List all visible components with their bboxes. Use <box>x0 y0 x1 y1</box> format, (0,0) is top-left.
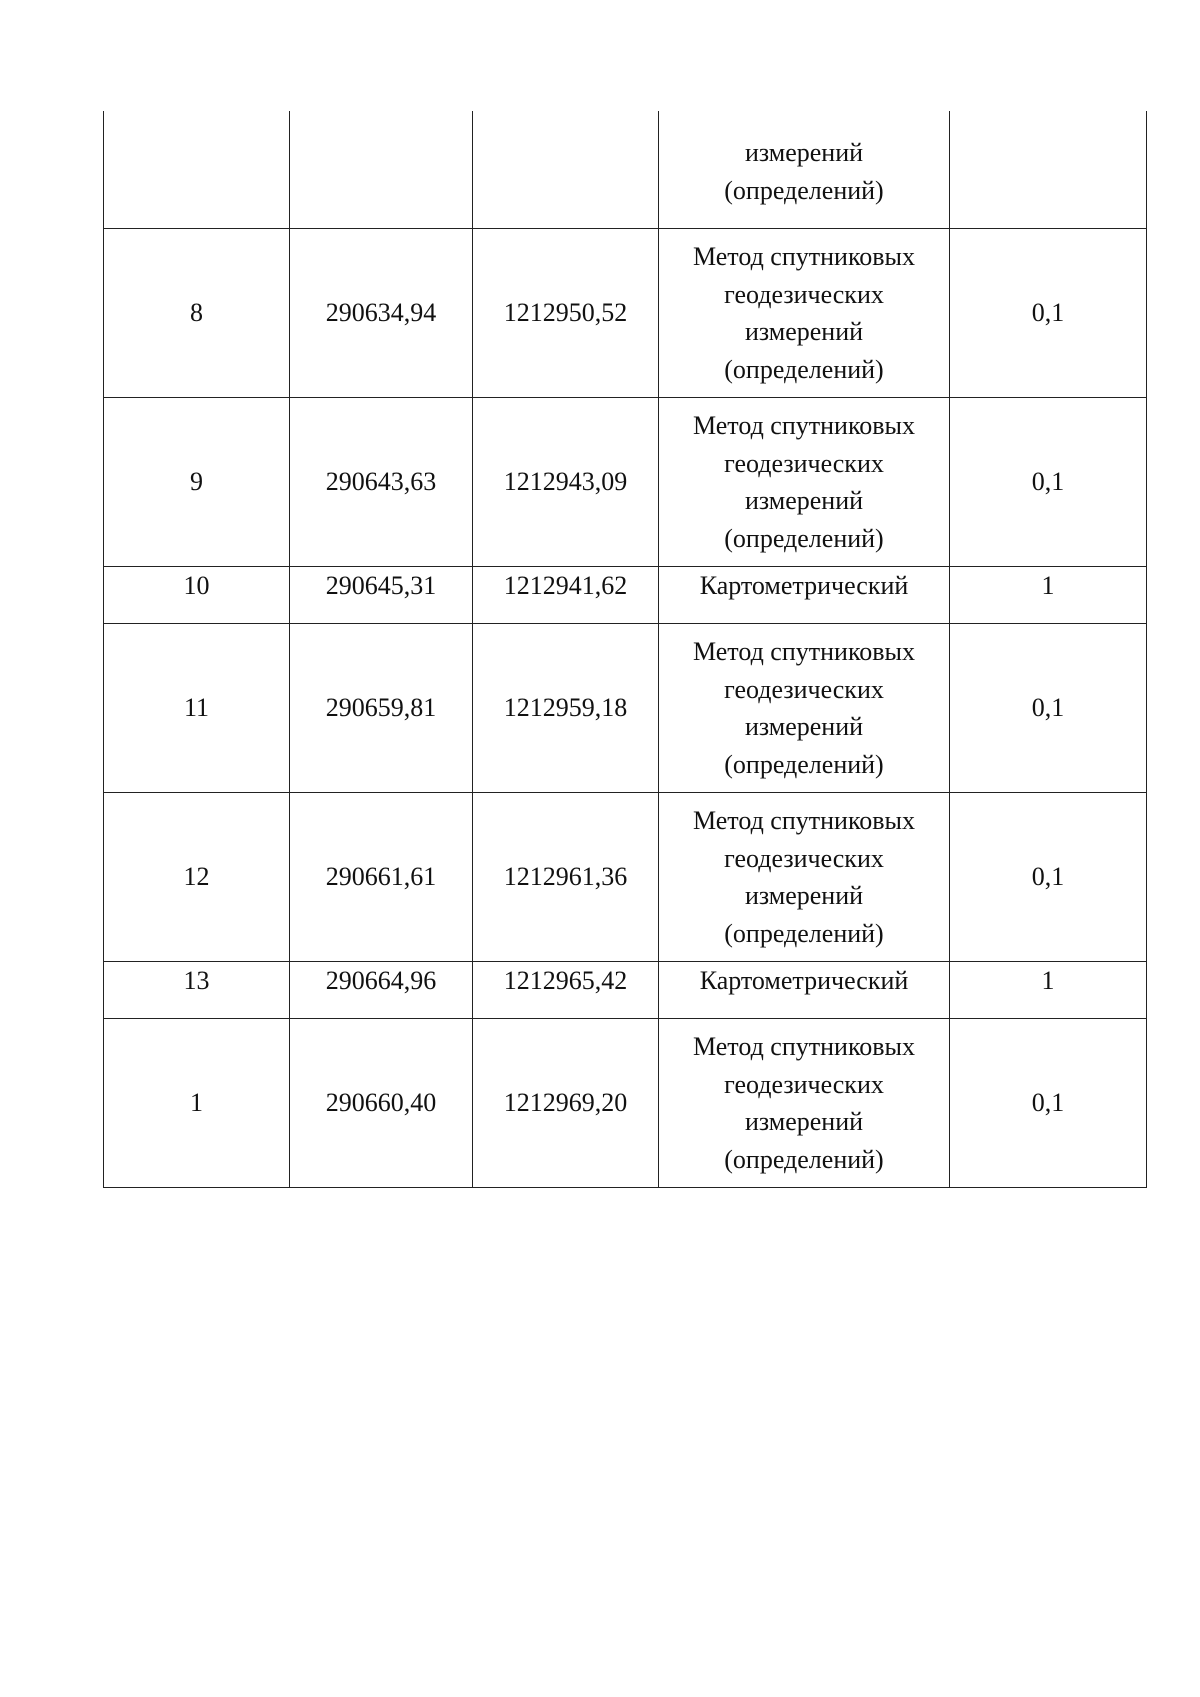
point-number-cell: 1 <box>104 1019 290 1188</box>
x-coordinate-cell: 290660,40 <box>290 1019 473 1188</box>
coordinates-table <box>103 111 1147 1188</box>
point-number-cell: 9 <box>104 398 290 567</box>
accuracy-cell <box>950 111 1147 229</box>
point-number-cell: 13 <box>104 962 290 1019</box>
table-row <box>104 793 1147 962</box>
method-line: геодезических <box>724 448 884 478</box>
accuracy-cell: 1 <box>950 962 1147 1019</box>
method-cell <box>659 793 950 962</box>
method-line: (определений) <box>724 749 884 779</box>
table-row <box>104 229 1147 398</box>
method-cell <box>659 229 950 398</box>
x-coordinate-cell: 290661,61 <box>290 793 473 962</box>
method-line: измерений <box>744 317 864 346</box>
method-line: геодезических <box>724 279 884 309</box>
method-line: Метод спутниковых <box>692 242 915 271</box>
method-cell <box>659 567 950 624</box>
table-row <box>104 1019 1147 1188</box>
point-number-cell: 8 <box>104 229 290 398</box>
accuracy-cell: 0,1 <box>950 793 1147 962</box>
method-line: измерений <box>744 486 864 515</box>
point-number-cell: 11 <box>104 624 290 793</box>
method-line: измерений <box>744 712 864 741</box>
accuracy-cell: 0,1 <box>950 398 1147 567</box>
table-row <box>104 962 1147 1019</box>
point-cell <box>104 111 290 229</box>
x-coordinate-cell: 290643,63 <box>290 398 473 567</box>
method-cell <box>659 1019 950 1188</box>
method-cell <box>659 398 950 567</box>
x-coordinate-cell: 290645,31 <box>290 567 473 624</box>
y-coordinate-cell: 1212961,36 <box>473 793 659 962</box>
method-line: (определений) <box>724 523 884 553</box>
table-row <box>104 398 1147 567</box>
accuracy-cell: 1 <box>950 567 1147 624</box>
method-line: (определений) <box>724 354 884 384</box>
method-cell <box>659 624 950 793</box>
y-coordinate-cell: 1212959,18 <box>473 624 659 793</box>
y-coordinate-cell: 1212965,42 <box>473 962 659 1019</box>
y-coordinate-cell: 1212950,52 <box>473 229 659 398</box>
table-row <box>104 567 1147 624</box>
x-coordinate-cell <box>290 111 473 229</box>
method-line: измерений <box>744 1107 864 1136</box>
accuracy-cell: 0,1 <box>950 229 1147 398</box>
method-cell <box>659 962 950 1019</box>
method-line: Картометрический <box>699 966 909 995</box>
table-row <box>104 624 1147 793</box>
method-line: Метод спутниковых <box>692 637 915 666</box>
method-line: измерений <box>744 881 864 910</box>
table-row-continuation <box>104 111 1147 229</box>
y-coordinate-cell: 1212943,09 <box>473 398 659 567</box>
accuracy-cell: 0,1 <box>950 1019 1147 1188</box>
method-line: геодезических <box>724 1069 884 1099</box>
x-coordinate-cell: 290659,81 <box>290 624 473 793</box>
method-line: геодезических <box>724 674 884 704</box>
point-number-cell: 10 <box>104 567 290 624</box>
accuracy-cell: 0,1 <box>950 624 1147 793</box>
x-coordinate-cell: 290634,94 <box>290 229 473 398</box>
method-line: Метод спутниковых <box>692 1032 915 1061</box>
method-line: Картометрический <box>699 571 909 600</box>
method-line: Метод спутниковых <box>692 806 915 835</box>
method-cell <box>659 111 950 229</box>
method-line: (определений) <box>724 918 884 948</box>
point-number-cell: 12 <box>104 793 290 962</box>
y-coordinate-cell: 1212941,62 <box>473 567 659 624</box>
method-line: измерений <box>744 138 864 167</box>
method-line: (определений) <box>724 1144 884 1174</box>
y-coordinate-cell <box>473 111 659 229</box>
method-line: геодезических <box>724 843 884 873</box>
method-line: Метод спутниковых <box>692 411 915 440</box>
table-body <box>104 111 1147 1188</box>
method-line: (определений) <box>724 175 884 205</box>
x-coordinate-cell: 290664,96 <box>290 962 473 1019</box>
y-coordinate-cell: 1212969,20 <box>473 1019 659 1188</box>
